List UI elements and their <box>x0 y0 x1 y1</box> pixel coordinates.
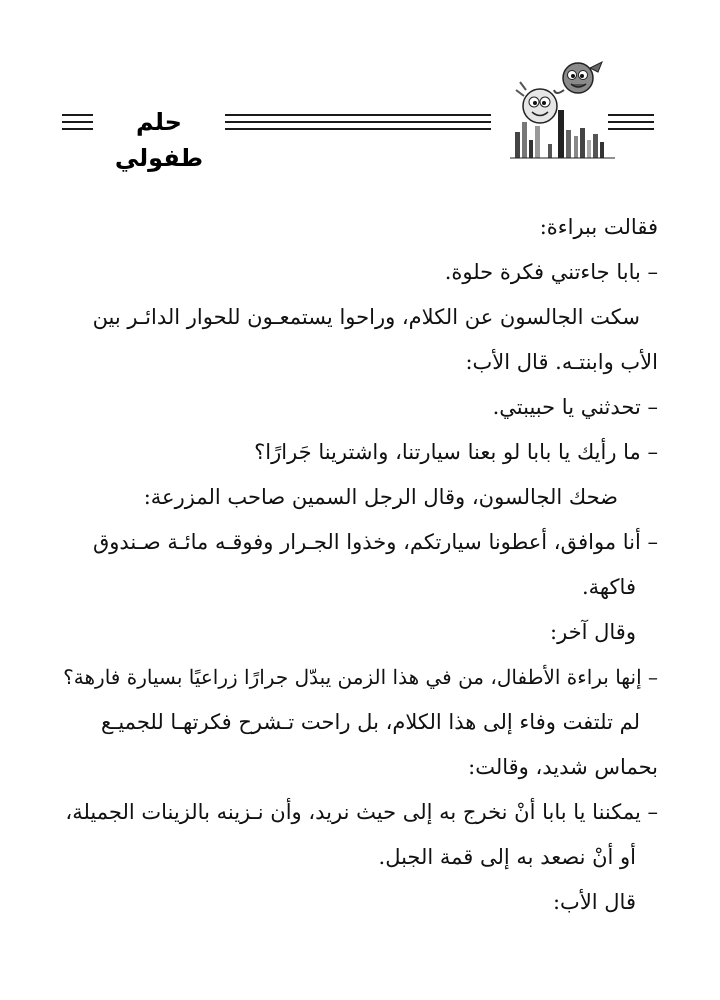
text-line: – أنا موافق، أعطونا سيارتكم، وخذوا الجـرار وفوقـه مائـة صـندوق <box>92 530 658 554</box>
story-text <box>58 205 658 925</box>
text-line: – ما رأيك يا بابا لو بعنا سيارتنا، واشترينا جَرارًا؟ <box>254 440 658 464</box>
header-rule-right <box>608 114 654 130</box>
text-line: الأب وابنتـه. قال الأب: <box>465 350 658 374</box>
text-line: سكت الجالسون عن الكلام، وراحوا يستمعـون للحوار الدائـر بين <box>92 305 640 329</box>
text-line: فقالت ببراءة: <box>539 215 658 239</box>
city-children-logo-icon <box>510 60 615 160</box>
page-header <box>0 60 720 172</box>
text-line: لم تلتفت وفاء إلى هذا الكلام، بل راحت تـشرح فكرتهـا للجميـع <box>101 710 640 734</box>
text-line: – إنها براءة الأطفال، من في هذا الزمن يبدّل جرارًا زراعيًا بسيارة فارهة؟ <box>63 665 658 689</box>
text-line: بحماس شديد، وقالت: <box>468 755 658 779</box>
text-line: ضحك الجالسون، وقال الرجل السمين صاحب المزرعة: <box>143 485 618 509</box>
text-line: – بابا جاءتني فكرة حلوة. <box>444 260 658 284</box>
text-line: – يمكننا يا بابا أنْ نخرج به إلى حيث نريد، وأن نـزينه بالزينات الجميلة، <box>65 800 658 824</box>
text-line: قال الأب: <box>552 890 636 914</box>
header-rule-middle <box>225 114 491 130</box>
text-line: أو أنْ نصعد به إلى قمة الجبل. <box>378 845 636 869</box>
header-rule-left <box>62 114 93 130</box>
text-line: فاكهة. <box>581 575 636 599</box>
book-title: حلم طفولي <box>114 108 204 172</box>
text-line: – تحدثني يا حبيبتي. <box>492 395 658 419</box>
text-line: وقال آخر: <box>550 620 636 644</box>
